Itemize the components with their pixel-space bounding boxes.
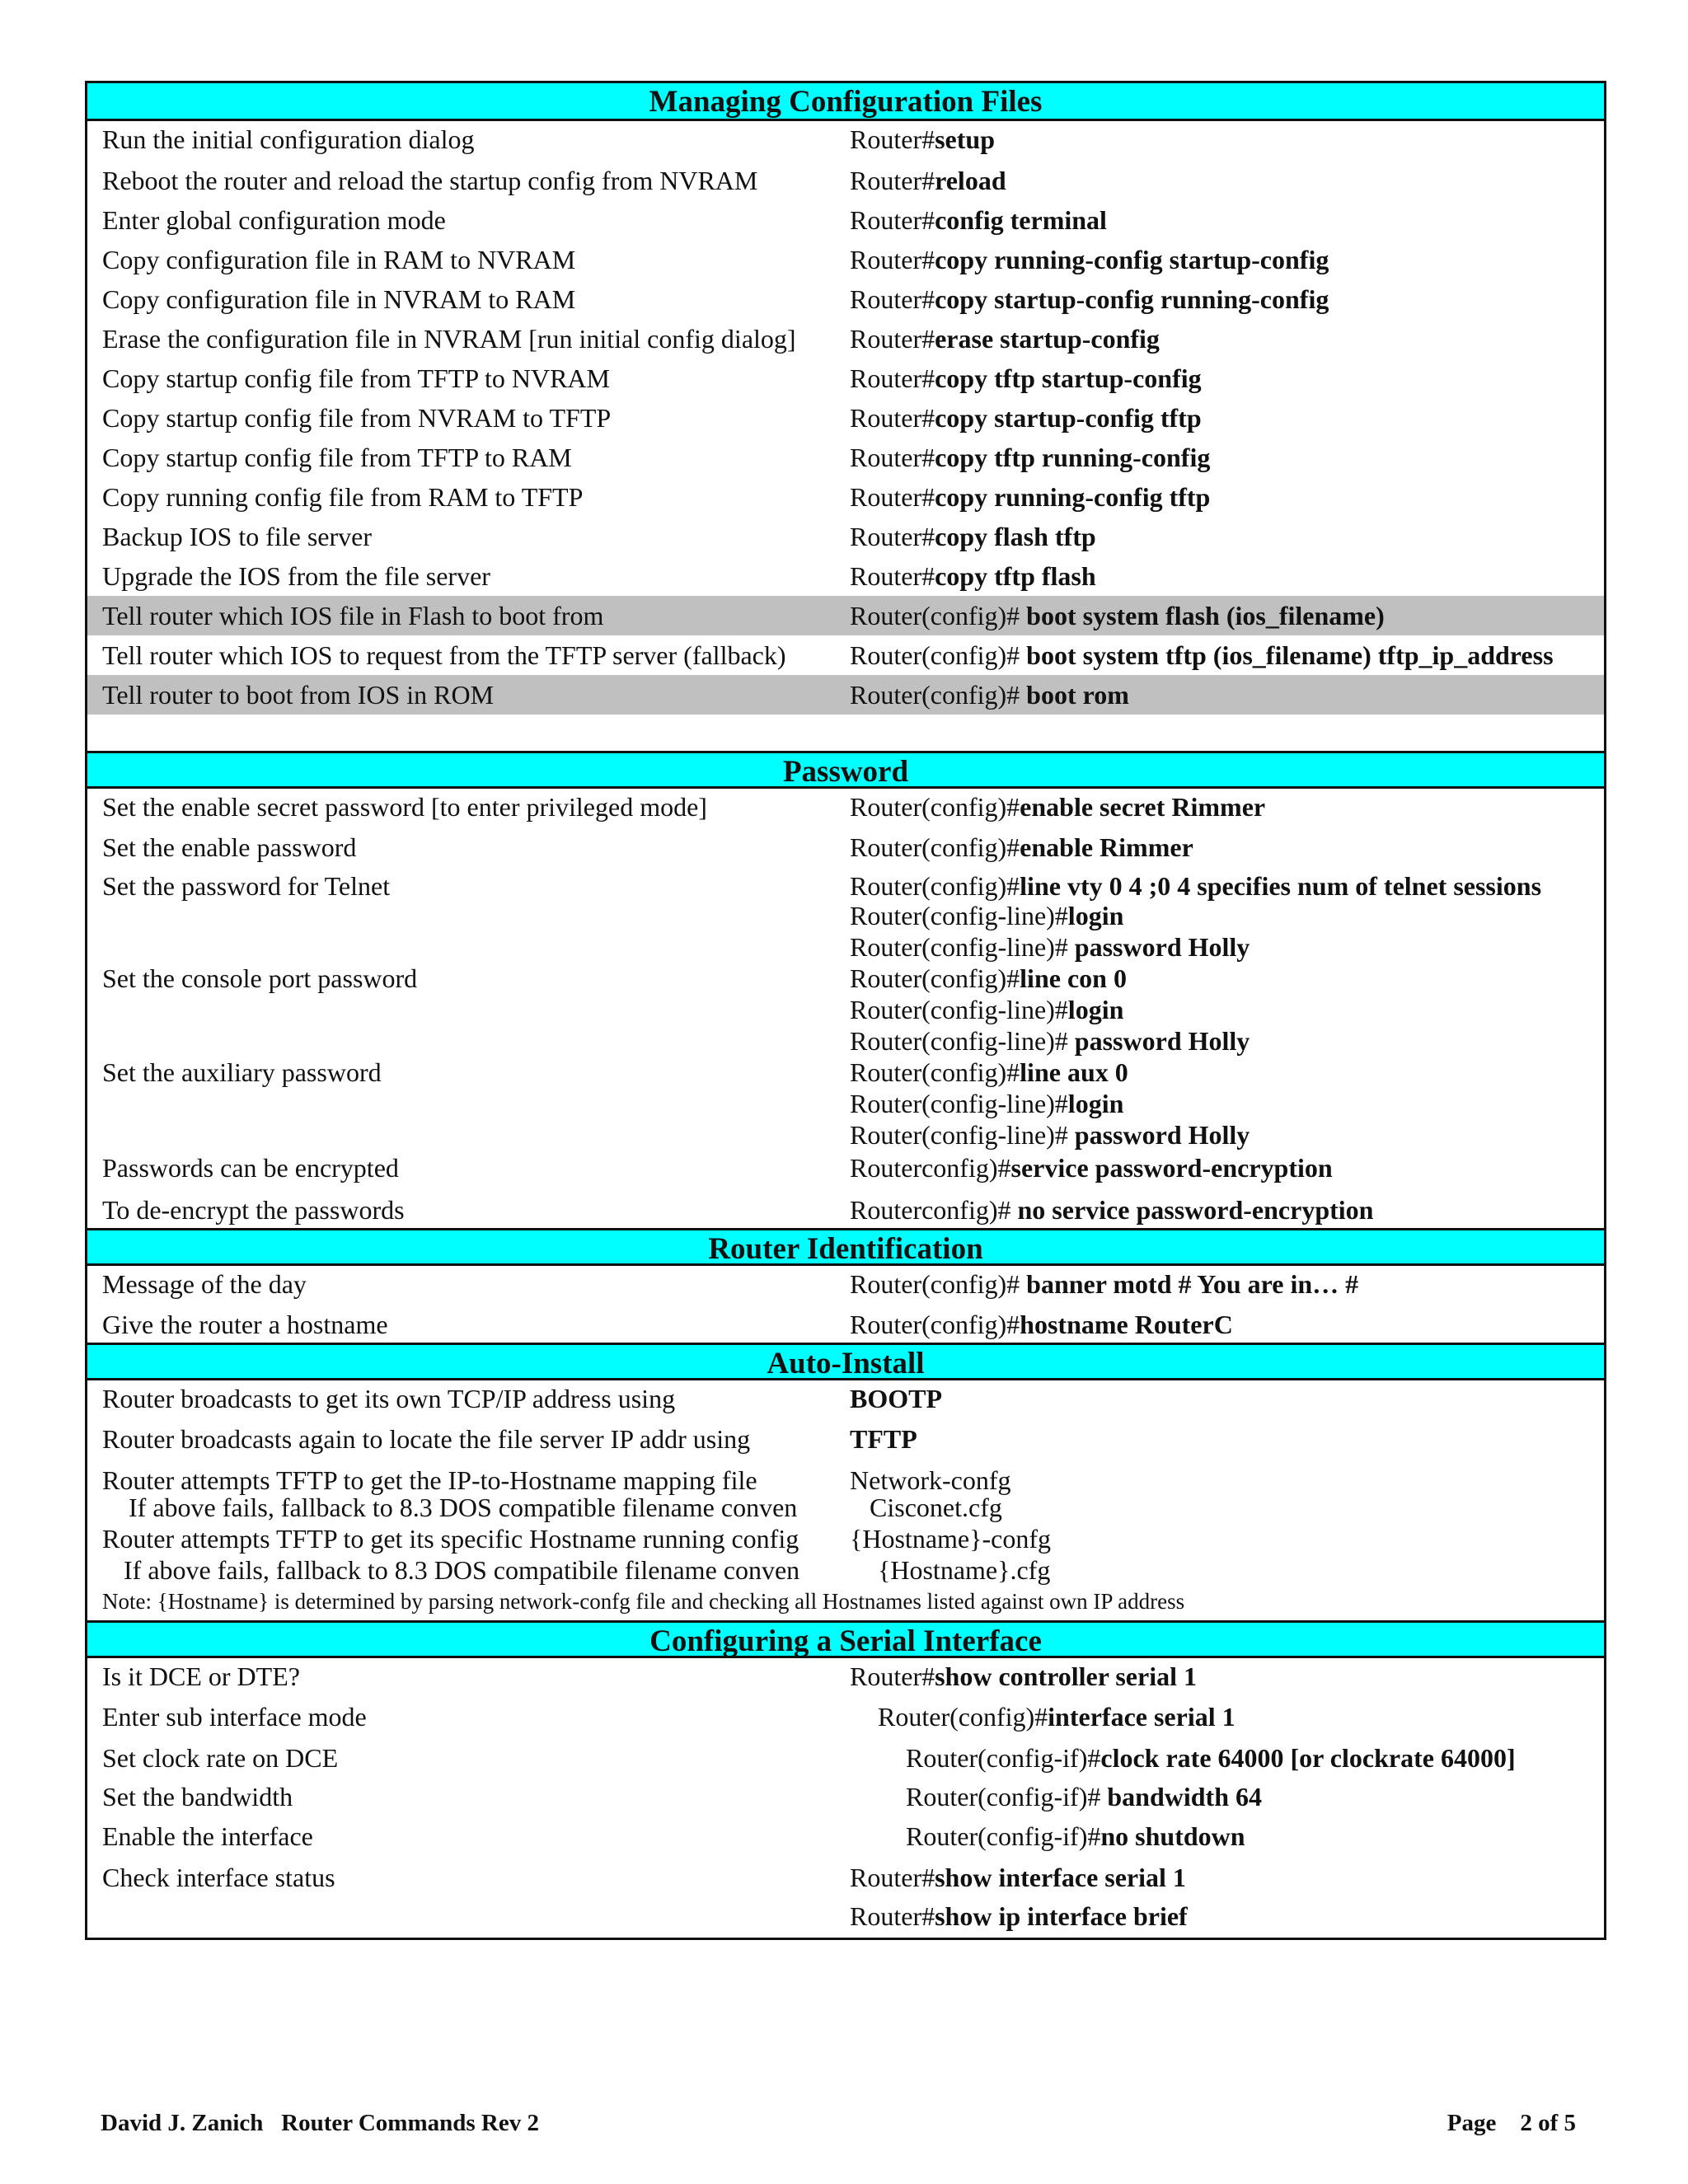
table-row xyxy=(87,1777,1604,1816)
table-row xyxy=(87,789,1604,827)
table-row xyxy=(87,279,1604,319)
table-row xyxy=(87,1305,1604,1343)
row-description: Check interface status xyxy=(102,1863,335,1892)
table-row-continuation xyxy=(87,994,1604,1025)
protocol-name: TFTP xyxy=(850,1424,917,1454)
table-row xyxy=(87,517,1604,556)
row-description: Router broadcasts again to locate the file server IP addr using xyxy=(102,1424,751,1454)
row-description: Set the console port password xyxy=(102,963,418,993)
command-text: copy running-config startup-config xyxy=(935,245,1329,274)
command-prefix: Router# xyxy=(850,205,935,235)
command-prefix: Router# xyxy=(850,443,935,472)
command-text: show ip interface brief xyxy=(935,1901,1188,1931)
page-footer xyxy=(101,2110,1576,2137)
command-text: copy tftp running-config xyxy=(935,443,1211,472)
command-text: banner motd # You are in… # xyxy=(1026,1269,1359,1299)
command-text: boot rom xyxy=(1026,680,1129,710)
command-prefix: Router# xyxy=(850,124,935,154)
table-row xyxy=(87,556,1604,596)
command-prefix: Router(config)# xyxy=(850,1310,1020,1339)
command-prefix: Router(config-line)# xyxy=(850,901,1068,930)
table-row xyxy=(87,200,1604,240)
command-prefix: Router# xyxy=(850,363,935,393)
table-row-continuation xyxy=(87,931,1604,963)
command-text: copy running-config tftp xyxy=(935,482,1211,512)
row-description: Backup IOS to file server xyxy=(102,522,373,551)
command-prefix: Router# xyxy=(850,522,935,551)
section-header-router-identification: Router Identification xyxy=(87,1228,1604,1266)
row-description: Set the bandwidth xyxy=(102,1782,293,1811)
command-prefix: Router(config)# xyxy=(850,963,1020,993)
command-prefix: Router(config)# xyxy=(850,1057,1020,1087)
table-row-highlighted xyxy=(87,596,1604,635)
command-prefix: Router# xyxy=(850,1661,935,1691)
command-prefix: Router# xyxy=(850,1863,935,1892)
section-header-auto-install: Auto-Install xyxy=(87,1343,1604,1380)
command-prefix: Router# xyxy=(850,482,935,512)
command-text: bandwidth 64 xyxy=(1107,1782,1262,1811)
section-spacer xyxy=(87,715,1604,751)
table-row xyxy=(87,240,1604,279)
row-description: Router attempts TFTP to get the IP-to-Hostname mapping file xyxy=(102,1465,757,1495)
row-description: Copy startup config file from TFTP to NVRAM xyxy=(102,363,610,393)
command-prefix: Router# xyxy=(850,245,935,274)
command-prefix: Router# xyxy=(850,324,935,354)
table-row xyxy=(87,121,1604,161)
row-description: Upgrade the IOS from the file server xyxy=(102,561,490,591)
row-description: Message of the day xyxy=(102,1269,307,1299)
command-text: line con 0 xyxy=(1020,963,1127,993)
command-text: password Holly xyxy=(1074,1026,1250,1056)
table-row-continuation xyxy=(87,1025,1604,1057)
table-row xyxy=(87,1492,1604,1523)
command-text: copy flash tftp xyxy=(935,522,1096,551)
row-description: Copy startup config file from TFTP to RAM xyxy=(102,443,572,472)
command-prefix: Router(config-line)# xyxy=(850,932,1075,962)
table-row-continuation xyxy=(87,1088,1604,1119)
command-prefix: Router# xyxy=(850,403,935,433)
table-row xyxy=(87,635,1604,675)
command-prefix: Router(config-line)# xyxy=(850,995,1068,1024)
filename: Network-confg xyxy=(850,1465,1011,1495)
table-row xyxy=(87,438,1604,477)
row-description: Reboot the router and reload the startup config from NVRAM xyxy=(102,166,758,195)
table-row xyxy=(87,866,1604,900)
command-text: clock rate 64000 [or clockrate 64000] xyxy=(1100,1743,1516,1773)
command-prefix: Router(config)# xyxy=(850,680,1027,710)
row-description: Copy startup config file from NVRAM to TFTP xyxy=(102,403,612,433)
row-description: Enable the interface xyxy=(102,1821,313,1851)
table-row xyxy=(87,1816,1604,1857)
command-text: boot system flash (ios_filename) xyxy=(1026,601,1385,630)
command-prefix: Router(config-line)# xyxy=(850,1026,1075,1056)
command-text: interface serial 1 xyxy=(1048,1702,1236,1732)
command-text: copy startup-config running-config xyxy=(935,284,1329,314)
command-text: login xyxy=(1067,1089,1124,1118)
row-description: Copy running config file from RAM to TFTP xyxy=(102,482,584,512)
filename: Cisconet.cfg xyxy=(870,1493,1002,1522)
command-text: setup xyxy=(935,124,995,154)
row-description: If above fails, fallback to 8.3 DOS compatible filename conven xyxy=(129,1493,798,1522)
row-description: Give the router a hostname xyxy=(102,1310,388,1339)
table-row xyxy=(87,1697,1604,1737)
table-row xyxy=(87,319,1604,359)
table-row xyxy=(87,1658,1604,1697)
table-row xyxy=(87,1523,1604,1554)
command-prefix: Routerconfig)# xyxy=(850,1195,1018,1225)
filename: {Hostname}-confg xyxy=(850,1524,1051,1554)
command-prefix: Router(config)# xyxy=(850,832,1020,862)
command-text: erase startup-config xyxy=(935,324,1160,354)
row-description: Router broadcasts to get its own TCP/IP address using xyxy=(102,1384,676,1413)
command-text: boot system tftp (ios_filename) tftp_ip_address xyxy=(1026,640,1554,670)
table-row-continuation xyxy=(87,1119,1604,1151)
row-description: Run the initial configuration dialog xyxy=(102,124,475,154)
command-text: enable Rimmer xyxy=(1020,832,1193,862)
footer-author-title: David J. Zanich Router Commands Rev 2 xyxy=(101,2110,539,2136)
table-row xyxy=(87,398,1604,438)
row-description: Set the enable secret password [to enter privileged mode] xyxy=(102,792,707,822)
row-description: To de-encrypt the passwords xyxy=(102,1195,405,1225)
command-text: password Holly xyxy=(1074,932,1250,962)
command-prefix: Router(config)# xyxy=(878,1702,1048,1732)
table-row xyxy=(87,1151,1604,1190)
command-prefix: Router(config-if)# xyxy=(906,1743,1101,1773)
section-header-serial-interface: Configuring a Serial Interface xyxy=(87,1620,1604,1658)
row-description: Set the enable password xyxy=(102,832,357,862)
command-prefix: Router(config)# xyxy=(850,1269,1027,1299)
row-description: Enter sub interface mode xyxy=(102,1702,367,1732)
table-row xyxy=(87,1896,1604,1938)
row-description: Router attempts TFTP to get its specific Hostname running config xyxy=(102,1524,799,1554)
row-description: Set clock rate on DCE xyxy=(102,1743,339,1773)
protocol-name: BOOTP xyxy=(850,1384,943,1413)
command-text: login xyxy=(1067,901,1124,930)
section-header-managing-config: Managing Configuration Files xyxy=(87,83,1604,121)
page-number: Page 2 of 5 xyxy=(1447,2110,1576,2136)
row-description: Copy configuration file in RAM to NVRAM xyxy=(102,245,576,274)
command-prefix: Router(config)# xyxy=(850,792,1020,822)
command-prefix: Router(config)# xyxy=(850,871,1020,901)
command-prefix: Router(config)# xyxy=(850,601,1027,630)
command-prefix: Routerconfig)# xyxy=(850,1153,1011,1183)
row-description: Enter global configuration mode xyxy=(102,205,446,235)
section-header-password: Password xyxy=(87,751,1604,789)
command-prefix: Router# xyxy=(850,1901,935,1931)
command-text: reload xyxy=(935,166,1006,195)
row-description: Is it DCE or DTE? xyxy=(102,1661,300,1691)
command-text: login xyxy=(1067,995,1124,1024)
command-text: enable secret Rimmer xyxy=(1020,792,1266,822)
row-description: Passwords can be encrypted xyxy=(102,1153,399,1183)
row-description: Tell router which IOS file in Flash to boot from xyxy=(102,601,604,630)
table-row xyxy=(87,1190,1604,1228)
command-text: no service password-encryption xyxy=(1017,1195,1374,1225)
table-row xyxy=(87,1380,1604,1419)
command-prefix: Router(config-if)# xyxy=(906,1821,1101,1851)
table-row xyxy=(87,963,1604,994)
auto-install-note: Note: {Hostname} is determined by parsing network-confg file and checking all Hostnames listed against own IP address xyxy=(102,1589,1185,1614)
table-row xyxy=(87,359,1604,398)
row-description: If above fails, fallback to 8.3 DOS compatibile filename conven xyxy=(124,1555,800,1585)
table-row xyxy=(87,477,1604,517)
table-row xyxy=(87,1266,1604,1305)
command-text: line vty 0 4 ;0 4 specifies num of telnet sessions xyxy=(1020,871,1542,901)
command-prefix: Router# xyxy=(850,561,935,591)
table-row xyxy=(87,1737,1604,1777)
command-text: show interface serial 1 xyxy=(935,1863,1186,1892)
command-text: password Holly xyxy=(1074,1120,1250,1150)
command-prefix: Router# xyxy=(850,166,935,195)
command-text: copy startup-config tftp xyxy=(935,403,1202,433)
row-description: Erase the configuration file in NVRAM [run initial config dialog] xyxy=(102,324,796,354)
row-description: Set the password for Telnet xyxy=(102,871,391,901)
table-row xyxy=(87,1857,1604,1896)
table-row xyxy=(87,161,1604,200)
filename: {Hostname}.cfg xyxy=(878,1555,1051,1585)
table-row-highlighted xyxy=(87,675,1604,715)
table-row xyxy=(87,1554,1604,1586)
command-text: no shutdown xyxy=(1100,1821,1245,1851)
row-description: Tell router which IOS to request from the TFTP server (fallback) xyxy=(102,640,786,670)
command-text: line aux 0 xyxy=(1020,1057,1128,1087)
row-description: Copy configuration file in NVRAM to RAM xyxy=(102,284,576,314)
command-text: copy tftp startup-config xyxy=(935,363,1202,393)
command-prefix: Router(config-line)# xyxy=(850,1120,1075,1150)
row-description: Set the auxiliary password xyxy=(102,1057,382,1087)
command-prefix: Router(config)# xyxy=(850,640,1027,670)
table-row xyxy=(87,1419,1604,1460)
table-row xyxy=(87,827,1604,866)
command-prefix: Router(config-line)# xyxy=(850,1089,1068,1118)
command-text: hostname RouterC xyxy=(1020,1310,1233,1339)
command-reference-table xyxy=(85,81,1606,1940)
command-text: service password-encryption xyxy=(1010,1153,1333,1183)
command-text: config terminal xyxy=(935,205,1107,235)
command-prefix: Router# xyxy=(850,284,935,314)
row-description: Tell router to boot from IOS in ROM xyxy=(102,680,495,710)
table-row xyxy=(87,1057,1604,1088)
command-text: copy tftp flash xyxy=(935,561,1096,591)
table-row xyxy=(87,1460,1604,1495)
command-prefix: Router(config-if)# xyxy=(906,1782,1108,1811)
command-text: show controller serial 1 xyxy=(935,1661,1197,1691)
